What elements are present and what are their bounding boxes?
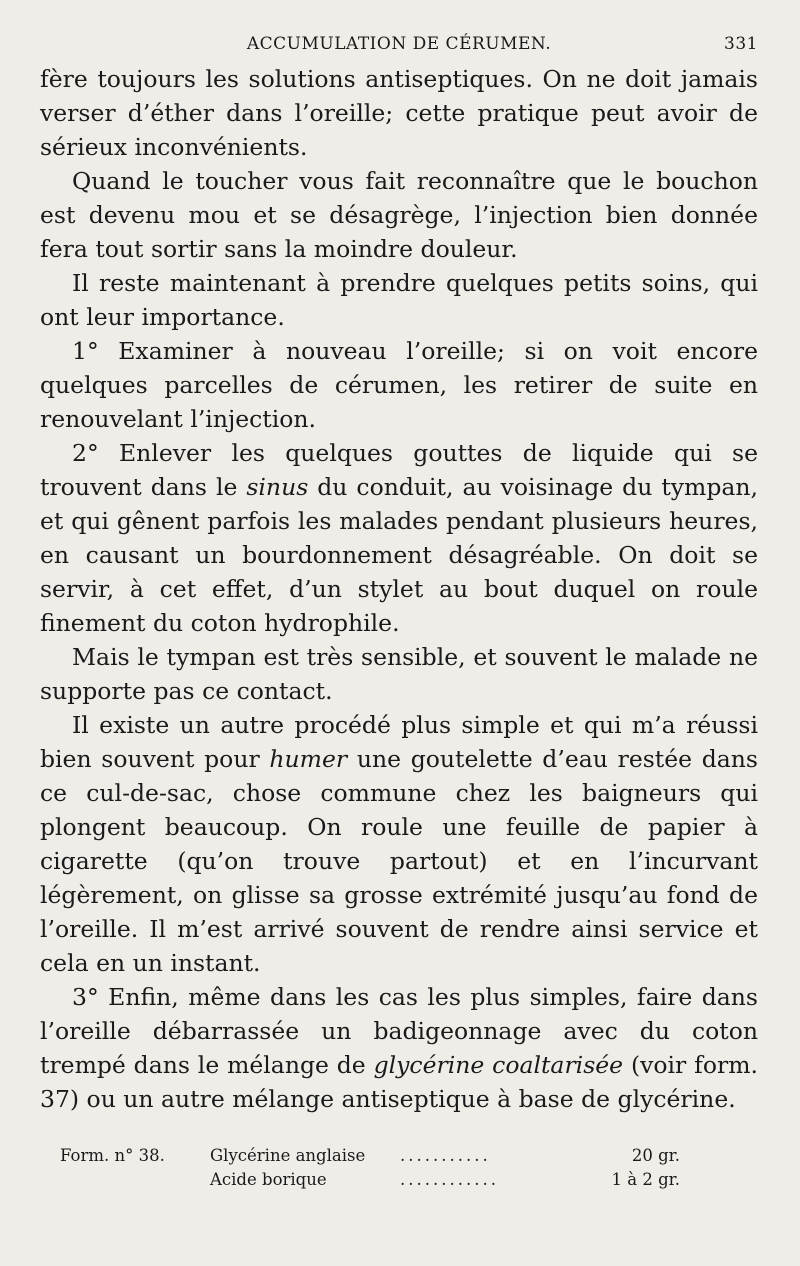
formula-block: [60, 1144, 758, 1192]
paragraph: [40, 62, 758, 164]
paragraph: [40, 334, 758, 436]
page-number: 331: [724, 34, 758, 54]
formula-label: Form. n° 38.: [60, 1146, 165, 1165]
ingredient-quantity: 1 à 2 gr.: [611, 1170, 680, 1189]
text-segment: Il existe un autre procédé plus simple et qui m’a réussi bien souvent pour: [40, 711, 758, 773]
formula-row: [60, 1144, 758, 1168]
text-segment: Mais le tympan est très sensible, et souvent le malade ne supporte pas ce contact.: [40, 643, 758, 705]
text-segment: Il reste maintenant à prendre quelques petits soins, qui ont leur importance.: [40, 269, 758, 331]
leader-dots: ............: [400, 1170, 499, 1189]
text-segment: 1° Examiner à nouveau l’oreille; si on voit encore quelques parcelles de cérumen, les retirer de suite en renouvelant l’injection.: [40, 337, 758, 433]
italic-term: glycérine coaltarisée: [373, 1051, 624, 1079]
italic-term: sinus: [246, 473, 309, 501]
ingredient-name: Glycérine anglaise: [210, 1146, 366, 1165]
text-segment: du conduit, au voisinage du tympan, et qui gênent parfois les malades pendant plusieurs heures, en causant un bourdonnement désagréable. On doit se servir, à cet effet, d’un stylet au bout duquel on roule finement du coton hydrophile.: [40, 473, 758, 637]
text-segment: Quand le toucher vous fait reconnaître que le bouchon est devenu mou et se désagrège, l’injection bien donnée fera tout sortir sans la moindre douleur.: [40, 167, 758, 263]
text-segment: une goutelette d’eau restée dans ce cul-de-sac, chose commune chez les baigneurs qui plongent beaucoup. On roule une feuille de papier à cigarette (qu’on trouve partout) et en l’incurvant légèrement, on glisse sa grosse extrémité jusqu’au fond de l’oreille. Il m’est arrivé souvent de rendre ainsi service et cela en un instant.: [40, 745, 758, 977]
text-segment: (voir form. 37) ou un autre mélange antiseptique à base de glycérine.: [40, 1051, 758, 1113]
ingredient-name: Acide borique: [210, 1170, 327, 1189]
leader-dots: ...........: [400, 1146, 491, 1165]
paragraph: [40, 164, 758, 266]
paragraph: [40, 266, 758, 334]
formula-row: [60, 1168, 758, 1192]
body-text: [40, 62, 758, 1116]
running-title: ACCUMULATION DE CÉRUMEN.: [246, 34, 552, 54]
text-segment: 2° Enlever les quelques gouttes de liquide qui se trouvent dans le: [40, 439, 758, 501]
italic-term: humer: [269, 745, 348, 773]
text-segment: fère toujours les solutions antiseptiques. On ne doit jamais verser d’éther dans l’oreille; cette pratique peut avoir de sérieux inconvénients.: [40, 65, 758, 161]
page-header: [40, 28, 758, 62]
paragraph: [40, 708, 758, 980]
paragraph: [40, 980, 758, 1116]
paragraph: [40, 640, 758, 708]
formula-label: [60, 1168, 210, 1192]
ingredient-quantity: 20 gr.: [631, 1146, 680, 1165]
paragraph: [40, 436, 758, 640]
text-segment: 3° Enfin, même dans les cas les plus simples, faire dans l’oreille débarrassée un badigeonnage avec du coton trempé dans le mélange de: [40, 983, 758, 1079]
